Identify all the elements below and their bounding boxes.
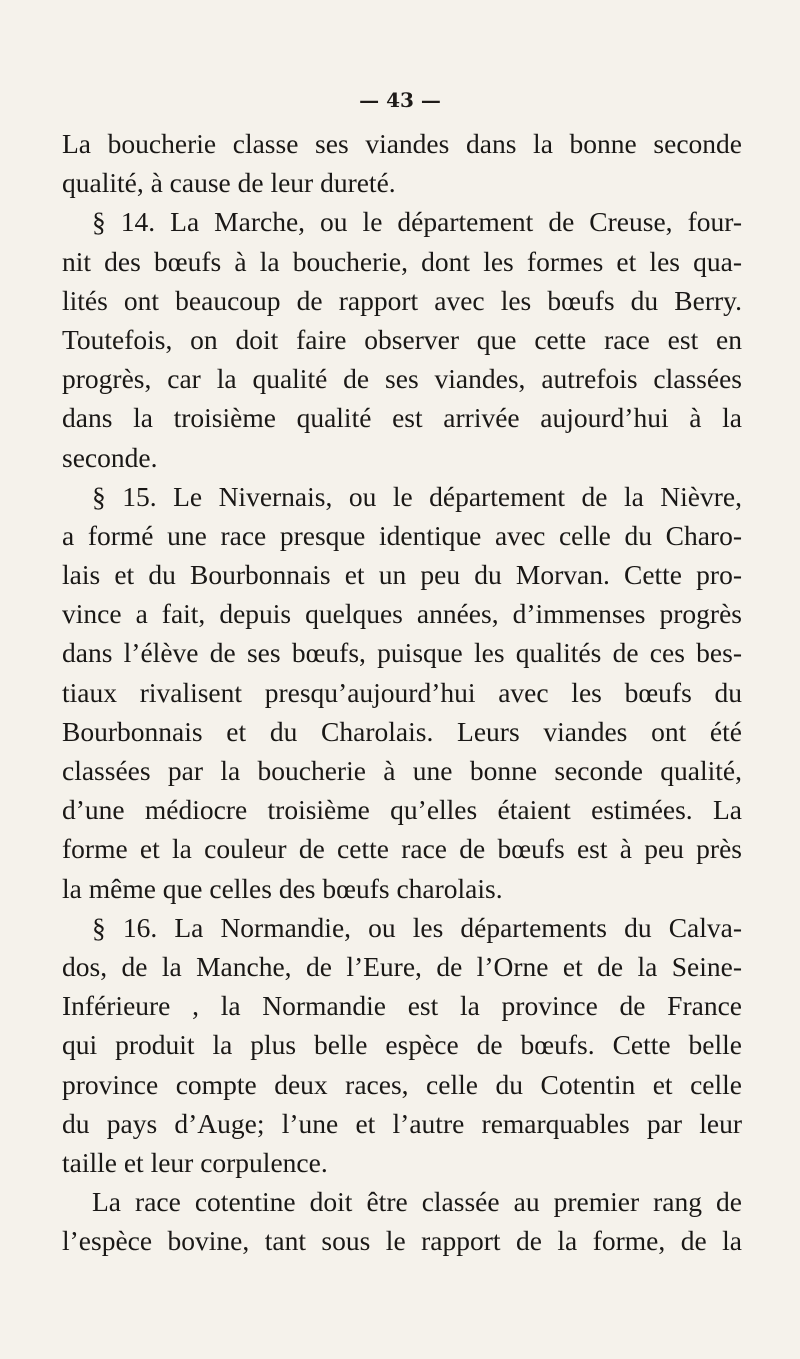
text-line: d’une médiocre troisième qu’elles étaient estimées. La: [62, 794, 742, 826]
text-line: La boucherie classe ses viandes dans la bonne seconde: [62, 128, 742, 159]
text-line: § 14. La Marche, ou le département de Creuse, four-: [92, 206, 742, 238]
body-text: [62, 124, 742, 1260]
text-line: lités ont beaucoup de rapport avec les bœufs du Berry.: [62, 284, 742, 316]
text-line: La race cotentine doit être classée au premier rang de: [92, 1186, 742, 1218]
text-line: § 15. Le Nivernais, ou le département de la Nièvre,: [92, 480, 742, 512]
text-line: forme et la couleur de cette race de bœufs est à peu près: [62, 833, 742, 865]
text-line: lais et du Bourbonnais et un peu du Morvan. Cette pro-: [62, 559, 742, 591]
text-line: vince a fait, depuis quelques années, d’immenses progrès: [62, 598, 742, 630]
text-line: Bourbonnais et du Charolais. Leurs viandes ont été: [62, 715, 742, 747]
text-line: progrès, car la qualité de ses viandes, autrefois classées: [62, 363, 742, 395]
text-line: qualité, à cause de leur dureté.: [62, 167, 396, 199]
text-line: seconde.: [62, 441, 158, 473]
text-line: dans la troisième qualité est arrivée aujourd’hui à la: [62, 402, 742, 434]
text-line: qui produit la plus belle espèce de bœufs. Cette belle: [62, 1029, 742, 1061]
text-line: dans l’élève de ses bœufs, puisque les qualités de ces bes-: [62, 637, 742, 669]
text-line: taille et leur corpulence.: [62, 1146, 328, 1178]
text-line: tiaux rivalisent presqu’aujourd’hui avec les bœufs du: [62, 676, 742, 708]
text-line: l’espèce bovine, tant sous le rapport de la forme, de la: [62, 1225, 742, 1257]
text-line: du pays d’Auge; l’une et l’autre remarquables par leur: [62, 1107, 742, 1139]
text-line: Inférieure , la Normandie est la province de France: [62, 990, 742, 1022]
text-line: a formé une race presque identique avec celle du Charo-: [62, 519, 742, 551]
text-line: la même que celles des bœufs charolais.: [62, 872, 503, 904]
text-line: § 16. La Normandie, ou les départements du Calva-: [92, 911, 742, 943]
page-number: — 43 —: [359, 88, 441, 112]
text-line: nit des bœufs à la boucherie, dont les formes et les qua-: [62, 245, 742, 277]
text-line: dos, de la Manche, de l’Eure, de l’Orne et de la Seine-: [62, 950, 742, 982]
text-line: Toutefois, on doit faire observer que cette race est en: [62, 323, 742, 355]
text-line: province compte deux races, celle du Cotentin et celle: [62, 1068, 742, 1100]
text-line: classées par la boucherie à une bonne seconde qualité,: [62, 755, 742, 786]
